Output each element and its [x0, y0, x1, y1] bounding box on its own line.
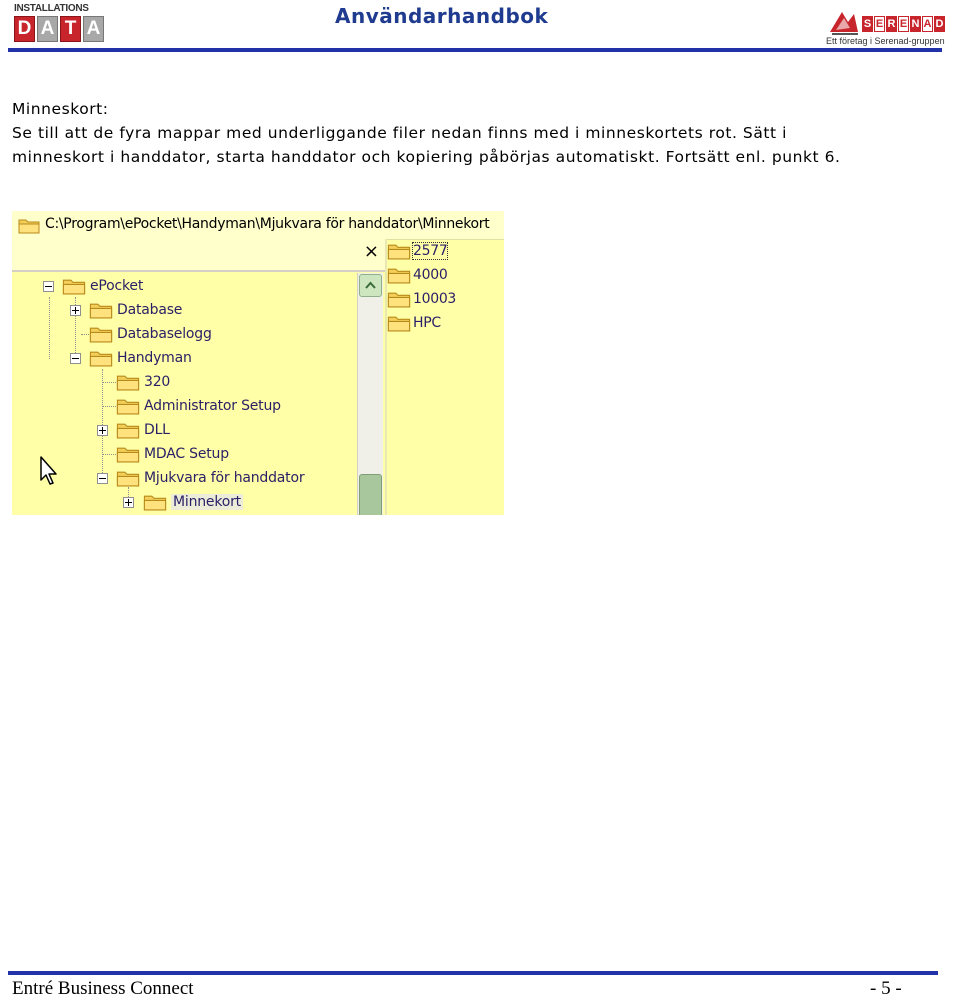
logo-left-top-text: INSTALLATIONS — [14, 3, 89, 14]
folder-icon — [89, 325, 113, 343]
tree-item-label: 320 — [144, 374, 171, 390]
instruction-line: Se till att de fyra mappar med underliggande filer nedan finns med i minneskortets rot. Sätt i — [12, 124, 787, 142]
folder-icon — [116, 421, 140, 439]
tree-item-label: Databaselogg — [117, 326, 212, 342]
serenad-wordmark — [862, 16, 946, 32]
chevron-up-icon — [363, 278, 378, 293]
tree-item-label: DLL — [144, 422, 170, 438]
page-number: - 5 - — [870, 978, 902, 999]
folder-item-label: HPC — [413, 315, 441, 331]
logo-letter: S — [863, 18, 872, 30]
folder-item[interactable] — [387, 264, 447, 286]
serenad-mark-icon — [828, 6, 860, 36]
tree-connector — [102, 454, 116, 455]
folder-item-label: 4000 — [413, 267, 448, 283]
tree-connector — [49, 297, 50, 359]
tree-item-label: Handyman — [117, 350, 192, 366]
tree-item-label: Administrator Setup — [144, 398, 281, 414]
tree-connector — [102, 382, 116, 383]
scroll-up-button[interactable] — [359, 274, 382, 297]
instruction-text — [12, 97, 957, 169]
logo-tile: T — [60, 16, 81, 42]
section-heading: Minneskort: — [12, 100, 109, 118]
tree-connector — [102, 406, 116, 407]
logo-letter: N — [911, 18, 920, 30]
header-divider — [8, 48, 942, 52]
folder-icon — [62, 277, 86, 295]
tree-item-label: Mjukvara för handdator — [144, 470, 305, 486]
tree-item[interactable] — [62, 275, 143, 297]
folder-icon — [387, 314, 411, 332]
serenad-logo — [826, 4, 945, 48]
tree-item[interactable] — [116, 419, 170, 441]
collapse-toggle[interactable] — [43, 281, 54, 292]
collapse-toggle[interactable] — [97, 473, 108, 484]
logo-letter: D — [935, 18, 944, 30]
folder-item[interactable] — [387, 288, 456, 310]
tree-scrollbar[interactable] — [357, 273, 383, 515]
expand-toggle[interactable] — [70, 305, 81, 316]
folder-icon — [89, 301, 113, 319]
tree-connector — [102, 369, 103, 479]
logo-letter: A — [923, 18, 932, 30]
folder-item[interactable] — [387, 240, 447, 262]
scroll-thumb[interactable] — [359, 474, 382, 515]
tree-item-label: Database — [117, 302, 183, 318]
address-bar[interactable] — [12, 211, 504, 240]
folder-item-label: 2577 — [413, 243, 448, 259]
logo-tile: A — [83, 16, 104, 42]
tree-item-selected[interactable] — [143, 491, 243, 513]
logo-left-tiles — [14, 16, 106, 44]
folder-item-label: 10003 — [413, 291, 457, 307]
tree-item[interactable] — [89, 347, 192, 369]
explorer-screenshot — [12, 211, 504, 515]
logo-tagline: Ett företag i Serenad-gruppen — [826, 36, 945, 46]
instruction-line: minneskort i handdator, starta handdator och kopiering påbörjas automatiskt. Fortsätt enl. punkt 6. — [12, 148, 841, 166]
folder-icon — [387, 290, 411, 308]
tree-pane-header — [12, 239, 385, 272]
footer-divider — [8, 971, 938, 975]
logo-tile: D — [14, 16, 35, 42]
installationsdata-logo — [14, 3, 106, 43]
tree-item[interactable] — [116, 467, 304, 489]
tree-item[interactable] — [116, 371, 170, 393]
expand-toggle[interactable] — [97, 425, 108, 436]
logo-letter: E — [899, 18, 908, 30]
footer-product-name: Entré Business Connect — [12, 978, 194, 999]
folder-icon — [116, 373, 140, 391]
folder-item[interactable] — [387, 312, 441, 334]
folder-icon — [116, 445, 140, 463]
tree-item-label: MDAC Setup — [144, 446, 229, 462]
tree-item-label: ePocket — [90, 278, 144, 294]
folder-icon — [89, 349, 113, 367]
tree-item[interactable] — [116, 443, 229, 465]
folder-icon — [116, 469, 140, 487]
tree-item[interactable] — [89, 323, 212, 345]
logo-letter: E — [875, 18, 884, 30]
folder-icon — [143, 493, 167, 511]
mouse-pointer-icon — [40, 456, 60, 486]
folder-icon — [116, 397, 140, 415]
logo-tile: A — [37, 16, 58, 42]
tree-item[interactable] — [89, 299, 182, 321]
expand-toggle[interactable] — [123, 497, 134, 508]
folder-icon — [18, 217, 40, 234]
folder-icon — [387, 266, 411, 284]
folder-icon — [387, 242, 411, 260]
address-path: C:\Program\ePocket\Handyman\Mjukvara för handdator\Minnekort — [45, 216, 490, 232]
close-icon[interactable]: × — [363, 241, 379, 262]
logo-letter: R — [887, 18, 896, 30]
tree-item-label: Minnekort — [173, 494, 241, 510]
tree-item[interactable] — [116, 395, 281, 417]
collapse-toggle[interactable] — [70, 353, 81, 364]
document-title: Användarhandbok — [335, 4, 549, 28]
